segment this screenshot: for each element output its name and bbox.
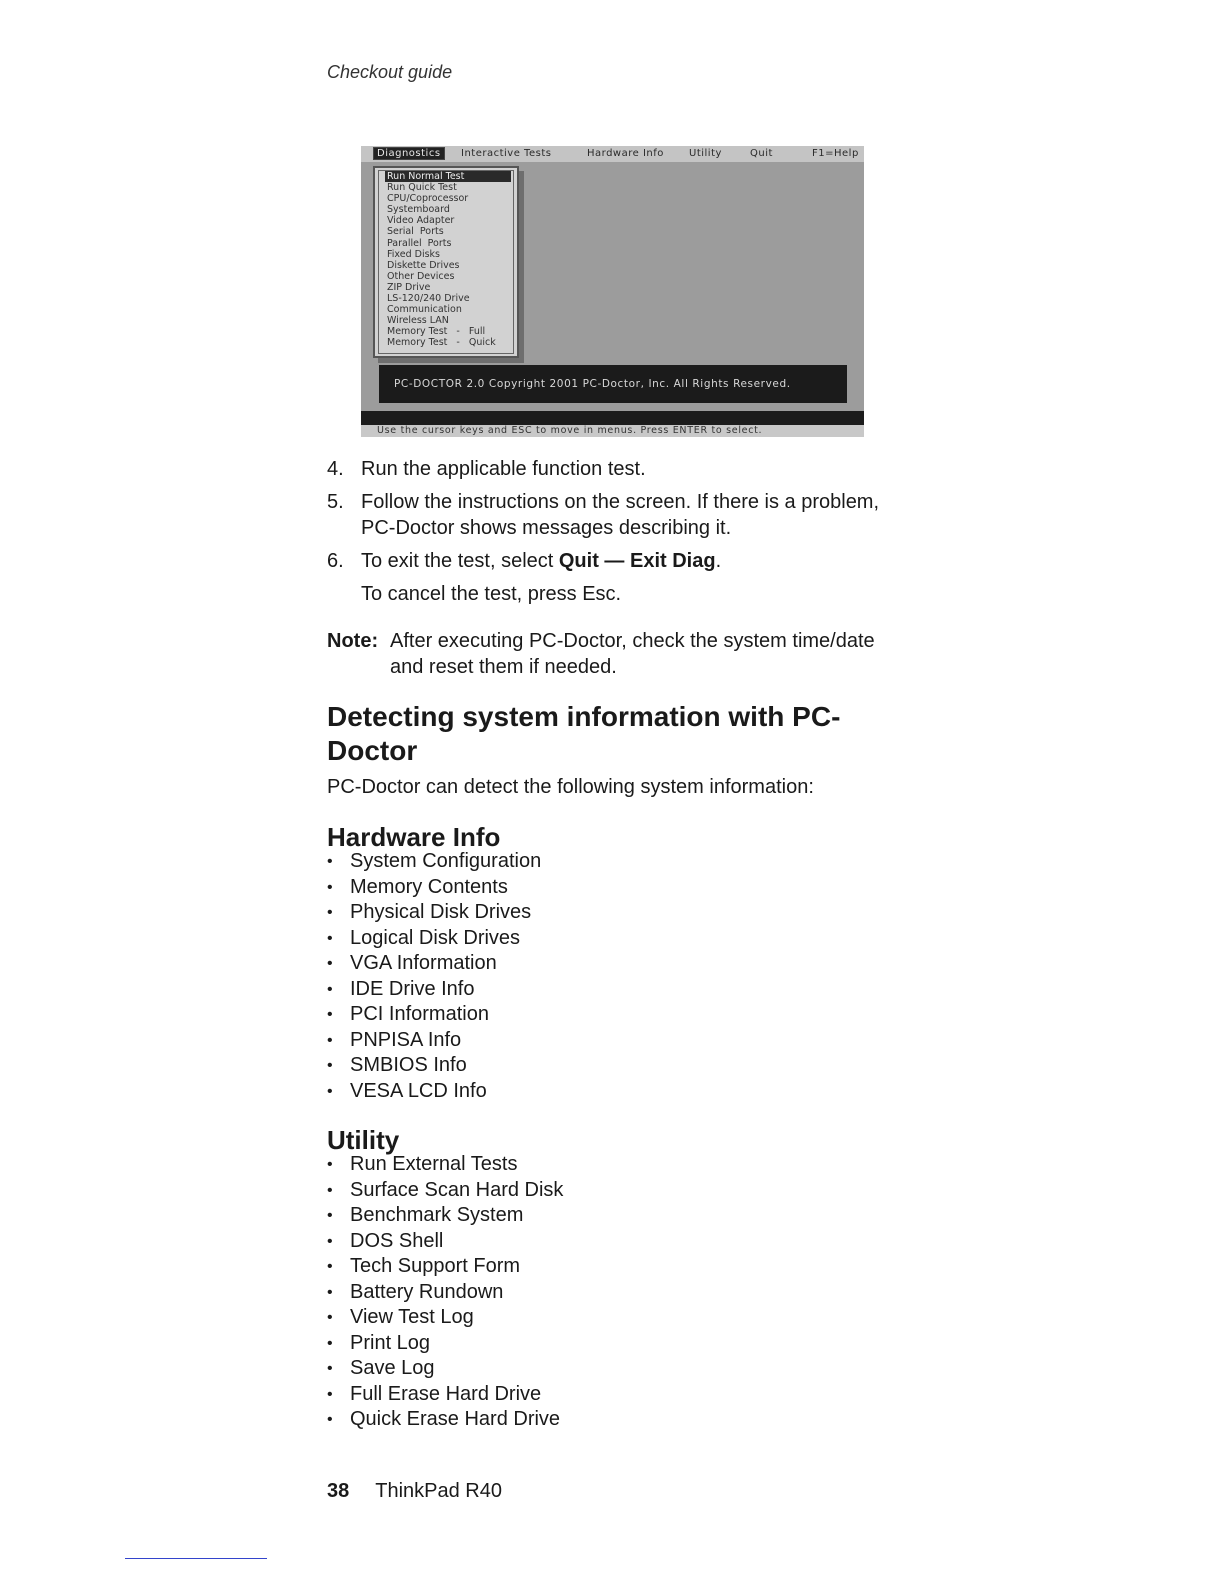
step-text: Follow the instructions on the screen. If there is a problem, PC-Doctor shows messages describing it.: [361, 491, 880, 539]
copyright-banner: PC-DOCTOR 2.0 Copyright 2001 PC-Doctor, Inc. All Rights Reserved.: [379, 365, 847, 403]
dropdown-item: Run Quick Test: [387, 182, 457, 194]
hardware-info-list: [327, 849, 541, 1104]
dropdown-item: Diskette Drives: [387, 259, 460, 271]
dropdown-item: LS-120/240 Drive: [387, 293, 470, 305]
footer-rule: [125, 1558, 267, 1559]
menu-bar: [361, 146, 864, 162]
note: [327, 628, 887, 680]
step-6: [327, 548, 887, 607]
dropdown-item: CPU/Coprocessor: [387, 193, 469, 205]
utility-list: [327, 1152, 563, 1433]
dropdown-item: Memory Test - Full: [387, 326, 486, 338]
step-5: [327, 489, 887, 541]
list-item: • View Test Log: [327, 1305, 563, 1331]
step-number: 4.: [327, 458, 344, 480]
step-subtext: To cancel the test, press Esc.: [361, 583, 622, 605]
list-item: • Surface Scan Hard Disk: [327, 1178, 563, 1204]
step-text-suffix: .: [715, 550, 722, 572]
list-item: • Memory Contents: [327, 875, 541, 901]
list-item: • Physical Disk Drives: [327, 900, 541, 926]
menu-help: F1=Help: [812, 148, 859, 159]
pc-doctor-screenshot: [361, 146, 864, 437]
list-item: • Full Erase Hard Drive: [327, 1382, 563, 1408]
list-item: • DOS Shell: [327, 1229, 563, 1255]
dropdown-item: Video Adapter: [387, 215, 455, 227]
menu-quit: Quit: [750, 148, 773, 159]
list-item: • Save Log: [327, 1356, 563, 1382]
step-number: 5.: [327, 491, 344, 513]
status-bar: Use the cursor keys and ESC to move in menus. Press ENTER to select.: [361, 425, 864, 437]
list-item: • Print Log: [327, 1331, 563, 1357]
step-text: To exit the test, select: [361, 550, 559, 572]
list-item: • SMBIOS Info: [327, 1053, 541, 1079]
menu-hardware-info: Hardware Info: [587, 148, 664, 159]
section-title: Detecting system information with PC-Doctor: [327, 701, 841, 766]
dropdown-item: Parallel Ports: [387, 237, 452, 249]
section-intro: PC-Doctor can detect the following system information:: [327, 776, 814, 798]
page-footer: [327, 1480, 502, 1503]
dropdown-item: Fixed Disks: [387, 248, 440, 260]
dropdown-item: Wireless LAN: [387, 315, 449, 327]
dropdown-item: Memory Test - Quick: [387, 337, 496, 349]
step-4: [327, 456, 887, 482]
list-item: • System Configuration: [327, 849, 541, 875]
utility-heading: Utility: [327, 1125, 400, 1155]
menu-interactive-tests: Interactive Tests: [461, 148, 552, 159]
diagnostics-dropdown: [373, 166, 519, 358]
step-bold-command: Quit — Exit Diag: [558, 550, 716, 572]
page-number: 38: [327, 1480, 350, 1502]
status-bar-divider: [361, 411, 864, 425]
list-item: • Logical Disk Drives: [327, 926, 541, 952]
note-text: After executing PC-Doctor, check the system time/date and reset them if needed.: [390, 630, 875, 678]
list-item: • Benchmark System: [327, 1203, 563, 1229]
dropdown-item: ZIP Drive: [387, 281, 431, 293]
dropdown-item: Systemboard: [387, 204, 450, 216]
footer-title: ThinkPad R40: [375, 1480, 502, 1502]
menu-diagnostics: Diagnostics: [373, 147, 445, 160]
list-item: • VGA Information: [327, 951, 541, 977]
note-label: Note:: [327, 630, 379, 652]
dropdown-item: Communication: [387, 304, 462, 316]
dropdown-item: Other Devices: [387, 270, 455, 282]
list-item: • Quick Erase Hard Drive: [327, 1407, 563, 1433]
list-item: • Battery Rundown: [327, 1280, 563, 1306]
list-item: • IDE Drive Info: [327, 977, 541, 1003]
list-item: • PNPISA Info: [327, 1028, 541, 1054]
dropdown-item: Run Normal Test: [385, 171, 511, 182]
steps-list: [327, 456, 887, 614]
step-text: Run the applicable function test.: [361, 458, 646, 480]
hardware-info-heading: Hardware Info: [327, 822, 501, 852]
list-item: • Run External Tests: [327, 1152, 563, 1178]
running-head: Checkout guide: [327, 62, 453, 82]
list-item: • PCI Information: [327, 1002, 541, 1028]
list-item: • VESA LCD Info: [327, 1079, 541, 1105]
menu-utility: Utility: [689, 148, 722, 159]
step-number: 6.: [327, 550, 344, 572]
list-item: • Tech Support Form: [327, 1254, 563, 1280]
dropdown-item: Serial Ports: [387, 226, 444, 238]
